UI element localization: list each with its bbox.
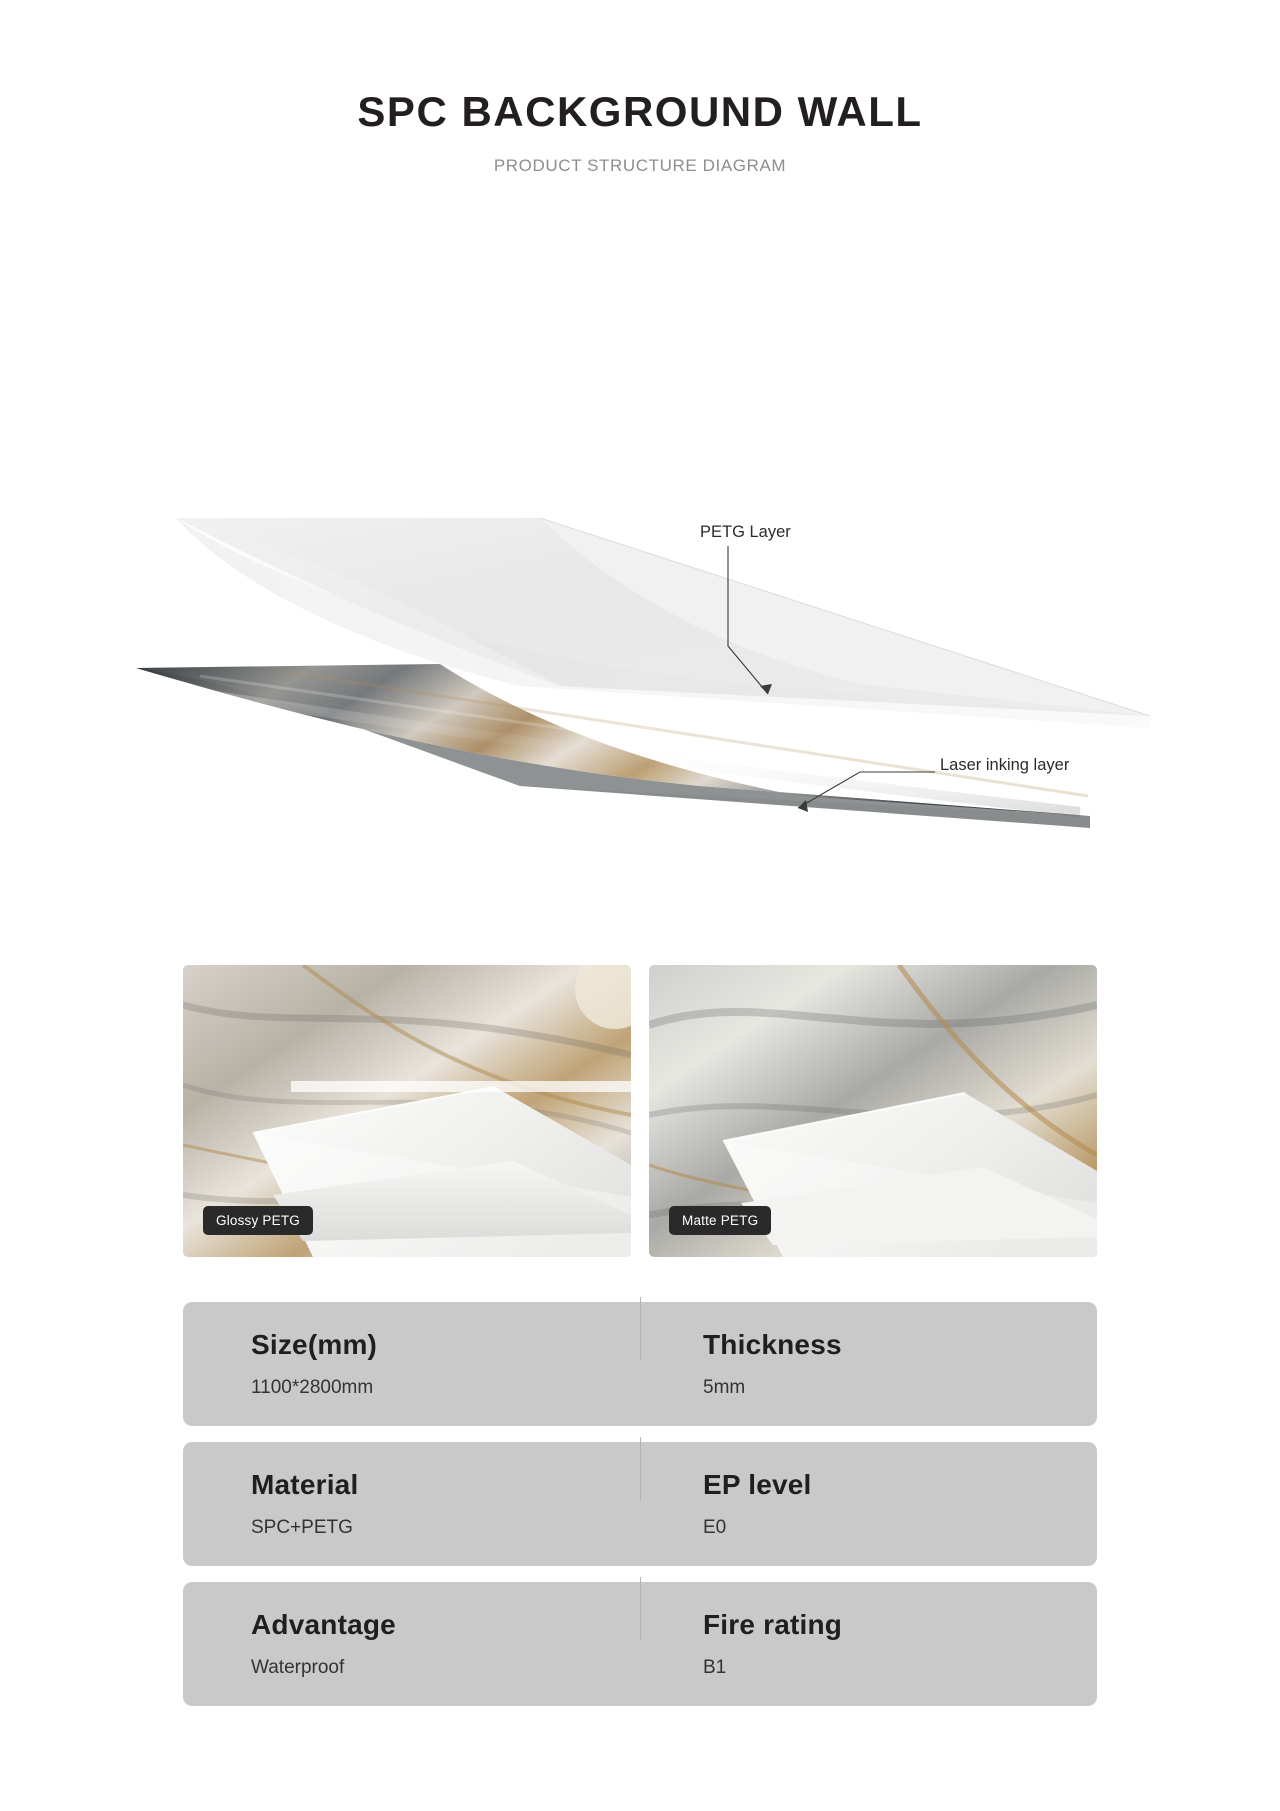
spec-cell-material [183, 1469, 645, 1539]
spec-cell-size [183, 1329, 645, 1399]
callout-petg-layer: PETG Layer [700, 523, 791, 541]
spec-label: EP level [703, 1469, 812, 1500]
sample-card-glossy [183, 965, 631, 1257]
spec-value: B1 [703, 1657, 727, 1678]
callout-laser-inking-layer: Laser inking layer [940, 756, 1070, 774]
spec-table [183, 1302, 1097, 1722]
sample-tag-glossy: Glossy PETG [203, 1206, 313, 1235]
diagram-illustration [0, 216, 1280, 836]
spec-value: SPC+PETG [251, 1517, 353, 1538]
sample-tag-matte: Matte PETG [669, 1206, 771, 1235]
spec-cell-advantage [183, 1609, 645, 1679]
page-header [0, 0, 1280, 176]
spec-row [183, 1442, 1097, 1566]
spec-value: E0 [703, 1517, 727, 1538]
spec-row [183, 1582, 1097, 1706]
sample-card-matte [649, 965, 1097, 1257]
spec-cell-fire-rating [645, 1609, 1097, 1679]
sample-gallery [183, 965, 1097, 1257]
spec-cell-ep-level [645, 1469, 1097, 1539]
spec-value: 5mm [703, 1377, 746, 1398]
spec-cell-thickness [645, 1329, 1097, 1399]
spec-label: Material [251, 1469, 359, 1500]
spec-value: 1100*2800mm [251, 1377, 374, 1398]
spec-label: Thickness [703, 1329, 842, 1360]
spec-value: Waterproof [251, 1657, 345, 1678]
page-title: SPC BACKGROUND WALL [357, 88, 923, 135]
spec-row [183, 1302, 1097, 1426]
page-subtitle: PRODUCT STRUCTURE DIAGRAM [493, 156, 787, 175]
spec-label: Advantage [251, 1609, 396, 1640]
spec-label: Fire rating [703, 1609, 843, 1640]
spec-label: Size(mm) [251, 1329, 378, 1360]
product-structure-diagram [0, 216, 1280, 836]
